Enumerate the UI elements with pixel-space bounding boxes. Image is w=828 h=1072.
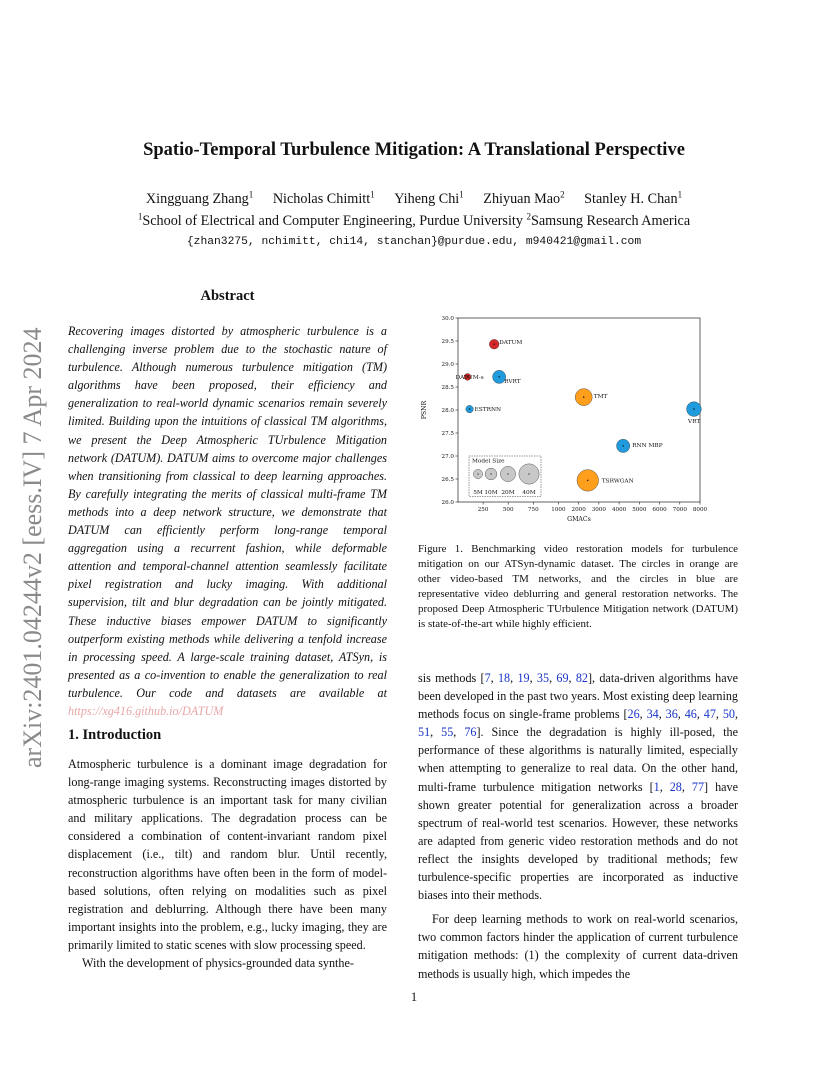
y-axis-label: PSNR [421, 400, 428, 420]
paper-title: Spatio-Temporal Turbulence Mitigation: A Translational Perspective [143, 140, 685, 160]
y-tick-label: 26.0 [441, 500, 454, 506]
x-tick-label: 8000 [692, 507, 708, 513]
author: Xingguang Zhang$^1$ [145, 189, 254, 207]
citation-link[interactable]: 46 [684, 707, 697, 722]
x-tick-label: 5000 [632, 507, 647, 513]
figure-caption: Figure 1. Benchmarking video restoration models for turbulence mitigation on our ATSyn-dynamic dataset. The circles in orange are other video-based TM networks, and the circles in blue are representative video deblurring and general restoration networks. The proposed Deep Atmospheric TUrbulence Mitigation network (DATUM) is state-of-the-art while highly efficient. [418, 543, 738, 631]
data-label: ESTRNN [474, 407, 502, 414]
citation-link[interactable]: 28 [669, 779, 682, 794]
citation-link[interactable]: 36 [665, 707, 678, 722]
x-tick-label: 4000 [611, 507, 627, 513]
abstract-heading: Abstract [200, 288, 255, 304]
y-tick-label: 28.0 [441, 408, 454, 414]
citation-link[interactable]: 69 [556, 671, 569, 685]
x-tick-label: 250 [477, 507, 489, 513]
right-column-text [418, 669, 738, 983]
arxiv-stamp [14, 290, 48, 770]
y-tick-label: 30.0 [441, 316, 454, 322]
data-label: TSRWGAN [601, 478, 634, 485]
x-tick-label: 6000 [652, 507, 667, 513]
x-tick-label: 2000 [571, 507, 586, 513]
citation-link[interactable]: 82 [575, 671, 588, 685]
size-legend-label: 20M [501, 489, 515, 496]
author: Nicholas Chimitt$^1$ [272, 189, 375, 207]
size-legend-label: 40M [522, 489, 536, 496]
data-point-center [587, 480, 588, 481]
data-label: DATUM-s [455, 374, 484, 381]
citation-link[interactable]: 35 [536, 671, 550, 685]
citation-link[interactable]: 34 [646, 707, 659, 722]
citation-link[interactable]: 47 [703, 707, 716, 722]
paragraph: With the development of physics-grounded data synthe- [82, 956, 354, 971]
data-label: RVRT [504, 378, 521, 385]
citation-link[interactable]: 50 [722, 707, 735, 722]
author-emails: {zhan3275, nchimitt, chi14, stanchan}@purdue.edu, m940421@gmail.com [186, 236, 642, 248]
data-point-center [583, 396, 584, 397]
affiliations: $^1$School of Electrical and Computer Engineering, Purdue University $^2$Samsung Research America [137, 211, 691, 229]
x-tick-label: 500 [502, 507, 514, 513]
y-tick-label: 29.5 [441, 339, 454, 345]
author: Stanley H. Chan$^1$ [584, 189, 683, 207]
y-tick-label: 27.5 [441, 431, 454, 437]
size-legend-center [507, 473, 508, 474]
introduction-text [68, 755, 387, 972]
data-label: DATUM [499, 340, 523, 347]
data-point-center [493, 344, 494, 345]
citation-link[interactable]: 18 [497, 671, 511, 685]
size-legend-label: 5M [473, 489, 483, 496]
y-tick-label: 28.5 [441, 385, 454, 391]
citation-link[interactable]: 55 [441, 725, 454, 740]
x-tick-label: 750 [527, 507, 539, 513]
citation-link[interactable]: 1 [653, 779, 660, 794]
arxiv-id: arXiv:2401.04244v2 [eess.IV] 7 Apr 2024 [18, 327, 47, 768]
author-list [0, 191, 828, 208]
project-link[interactable]: https://xg416.github.io/DATUM [68, 703, 224, 718]
x-tick-label: 1000 [551, 507, 566, 513]
size-legend-title: Model Size [472, 458, 505, 465]
section-heading-introduction: 1. Introduction [68, 727, 162, 743]
y-tick-label: 29.0 [441, 362, 454, 368]
citation-link[interactable]: 77 [691, 779, 705, 794]
citation-link[interactable]: 51 [418, 725, 431, 740]
author: Yiheng Chi$^1$ [394, 189, 464, 207]
data-point-center [693, 408, 694, 409]
size-legend-label: 10M [484, 489, 498, 496]
paragraph: sis methods [7, 18, 19, 35, 69, 82], data-driven algorithms have been developed in the past two years. Most existing deep learning methods focus on single-frame problems [26, 34, 36, 46, 47, 50, 51, 55, 76]. Since the degradation is highly ill-posed, the performance of these algorithms is naturally limited, especially when attempting to generalize to real data. On the other hand, multi-frame turbulence mitigation networks [1, 28, 77] have shown greater potential for generalization across a broader spectrum of real-world test scenarios. However, these networks are adapted from generic video restoration methods and do not reflect the insights developed by traditional methods; few turbulence-specific properties are incorporated as inductive biases into their methods. [418, 671, 739, 903]
y-tick-label: 26.5 [441, 477, 454, 483]
data-label: RNN MBP [632, 442, 663, 449]
author: Zhiyuan Mao$^2$ [483, 189, 565, 207]
x-tick-label: 3000 [591, 507, 607, 513]
x-axis-label: GMACs [567, 516, 591, 523]
data-point-center [498, 376, 499, 377]
size-legend-center [490, 473, 491, 474]
size-legend-center [528, 473, 529, 474]
data-point-center [622, 445, 623, 446]
size-legend-center [477, 473, 478, 474]
x-tick-label: 7000 [672, 507, 687, 513]
data-label: TMT [593, 394, 608, 401]
data-label: VRT [687, 419, 701, 426]
citation-link[interactable]: 7 [484, 671, 491, 685]
paragraph: For deep learning methods to work on real-world scenarios, two common factors hinder the application of current turbulence mitigation methods: (1) the complexity of current data-driven methods is usually high, which impedes the [418, 912, 738, 981]
abstract-text: Recovering images distorted by atmospheric turbulence is a challenging inverse problem due to the stochastic nature of turbulence. Although numerous turbulence mitigation (TM) algorithms have been proposed, their efficiency and generalization to real-world dynamic scenarios remain severely limited. Building upon the intuitions of classical TM algorithms, we present the Deep Atmospheric TUrbulence Mitigation network (DATUM). DATUM aims to overcome major challenges when transitioning from classical to deep learning approaches. By carefully integrating the merits of classical multi-frame TM methods into a deep network structure, we demonstrate that DATUM can efficiently perform long-range temporal aggregation using a recurrent fashion, while deformable attention and temporal-channel attention seamlessly facilitate pixel registration and lucky imaging. With additional supervision, tilt and blur degradation can be jointly mitigated. These inductive biases empower DATUM to significantly outperform existing methods while delivering a tenfold increase in processing speed. A large-scale training dataset, ATSyn, is presented as a co-invention to enable the generalization to real turbulence. Our code and datasets are available at https://xg416.github.io/DATUM [68, 324, 387, 718]
citation-link[interactable]: 76 [464, 725, 477, 740]
page-number: 1 [410, 990, 418, 1004]
y-tick-label: 27.0 [441, 454, 454, 460]
figure-1-bubble-chart [410, 306, 740, 528]
citation-link[interactable]: 26 [627, 707, 640, 722]
citation-link[interactable]: 19 [517, 671, 530, 685]
data-point-center [469, 408, 470, 409]
paragraph: Atmospheric turbulence is a dominant image degradation for long-range imaging systems. Reconstructing images distorted by atmospheric turbulence is an important task for many civilian and military applications. The degradation process can be considered a combination of content-invariant random pixel displacement (i.e., tilt) and random blur. Until recently, reconstruction algorithms have often been in the form of model-based solutions, often relying on modalities such as pixel registration and deblurring. Although there have been many important insights into the problem, e.g., lucky imaging, they are primarily limited to static scenes with slow processing speed. [68, 757, 387, 952]
